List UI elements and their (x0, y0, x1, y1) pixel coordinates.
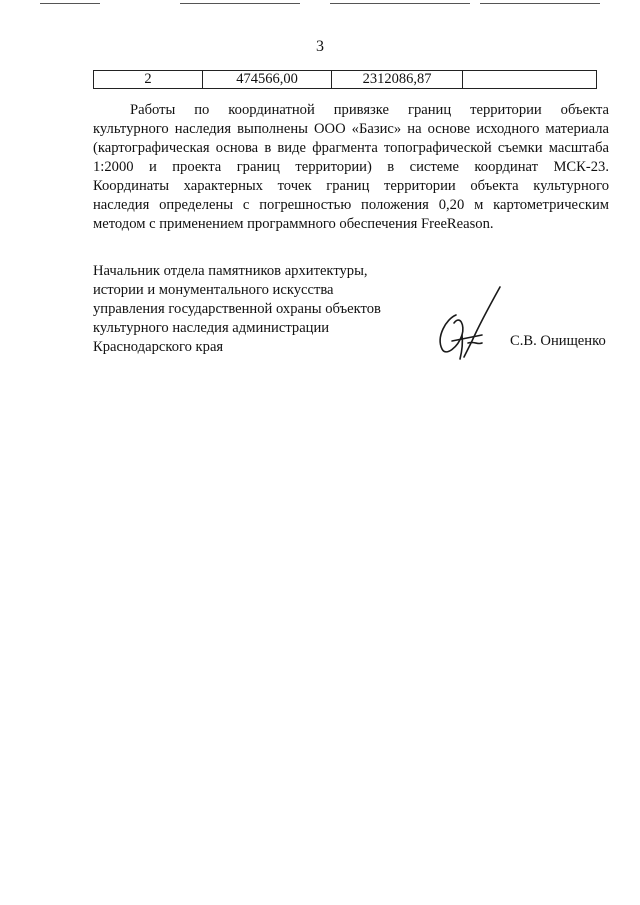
paragraph-line: 1:2000 и проекта границ территории) в системе координат МСК-23. (93, 159, 609, 175)
signatory-title-line: культурного наследия администрации (93, 320, 330, 336)
signatory-title-line: Начальник отдела памятников архитектуры, (93, 263, 368, 279)
signatory-title-line: истории и монументального искусства (93, 282, 334, 298)
top-edge-line (480, 3, 600, 4)
page-number: 3 (316, 38, 324, 55)
paragraph-line: Работы по координатной привязке границ территории объекта (130, 102, 609, 118)
table-row (94, 71, 597, 89)
signatory-title-line: Краснодарского края (93, 339, 224, 355)
table-cell-empty (463, 71, 597, 89)
top-edge-line (40, 3, 100, 4)
table-cell-x: 474566,00 (203, 71, 332, 89)
handwritten-signature (432, 285, 504, 363)
coordinates-table (93, 70, 597, 89)
signer-name: С.В. Онищенко (510, 333, 606, 349)
top-edge-line (330, 3, 470, 4)
table-cell-point: 2 (94, 71, 203, 89)
paragraph-line: методом с применением программного обеспечения FreeReason. (93, 216, 494, 232)
paragraph-line: наследия определены с погрешностью положения 0,20 м картометрическим (93, 197, 609, 213)
top-edge-line (180, 3, 300, 4)
table-cell-y: 2312086,87 (332, 71, 463, 89)
paragraph-line: культурного наследия выполнены ООО «Базис» на основе исходного материала (93, 121, 609, 137)
body-paragraph (93, 101, 609, 234)
paragraph-line: Координаты характерных точек границ территории объекта культурного (93, 178, 609, 194)
signatory-title-line: управления государственной охраны объектов (93, 301, 381, 317)
signatory-title (93, 262, 381, 357)
paragraph-line: (картографическая основа в виде фрагмента топографической съемки масштаба (93, 140, 609, 156)
